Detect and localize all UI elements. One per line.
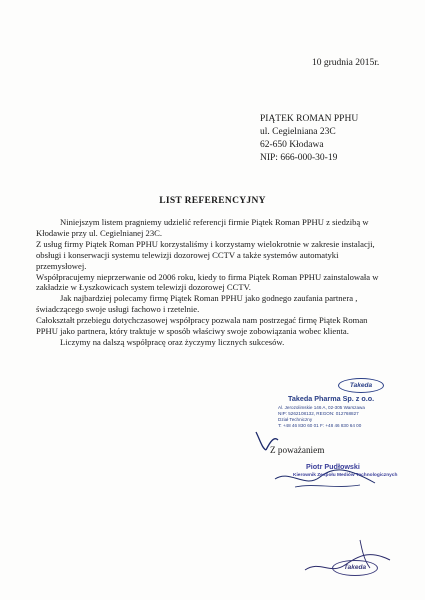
closing-salutation: Z poważaniem	[270, 445, 325, 455]
recipient-nip: NIP: 666-000-30-19	[260, 153, 338, 163]
stamp-company-ids: NIP: 5262108132, REGON: 012768827	[278, 411, 359, 416]
recipient-address-block	[260, 113, 358, 165]
body-paragraph-6: Liczymy na dalszą współpracę oraz życzymy licznych sukcesów.	[60, 336, 285, 347]
recipient-name: PIĄTEK ROMAN PPHU	[260, 114, 359, 124]
takeda-logo: Takeda	[338, 378, 384, 393]
stamp-company-division: Dział Techniczny	[278, 417, 313, 422]
body-paragraph-1: Niniejszym listem pragniemy udzielić referencji firmie Piątek Roman PPHU z siedzibą w Kłodawie przy ul. Cegielnianej 23C.	[36, 217, 369, 238]
stamp-person-role: Kierownik Zespołu Mediów Technologicznych	[293, 473, 398, 478]
letter-title: LIST REFERENCYJNY	[159, 196, 266, 206]
recipient-city: 62-650 Kłodawa	[260, 140, 324, 150]
stamp-company-address: Al. Jerozolimskie 146 A, 02-305 Warszawa	[278, 405, 365, 410]
body-paragraph-3: Współpracujemy nieprzerwanie od 2006 roku, kiedy to firma Piątek Roman PPHU zainstalowała w zakładzie w Łyszkowicach system telewizji dozorowej CCTV.	[36, 271, 379, 293]
takeda-bottom-logo: Takeda	[332, 560, 378, 576]
stamp-company-phones: T: +48 46 830 60 01 F: +48 46 830 64 00	[278, 423, 362, 428]
letter-body	[36, 217, 381, 348]
letter-date: 10 grudnia 2015r.	[312, 58, 380, 68]
stamp-company-name: Takeda Pharma Sp. z o.o.	[288, 394, 375, 403]
body-paragraph-2: Z usług firmy Piątek Roman PPHU korzystaliśmy i korzystamy wielokrotnie w zakresie instalacji, obsługi i konserwacji systemu telewizji dozorowej CCTV a także systemów automatyki przemysłowej.	[36, 238, 375, 271]
body-paragraph-4: Jak najbardziej polecamy firmę Piątek Roman PPHU jako godnego zaufania partnera , świadczącego swoje usługi fachowo i rzetelnie.	[36, 293, 358, 315]
recipient-street: ul. Cegielniana 23C	[260, 127, 336, 137]
stamp-person-name: Piotr Pudłowski	[306, 462, 360, 471]
body-paragraph-5: Całokształt przebiegu dotychczasowej współpracy pozwala nam postrzegać firmę Piątek Roman PPHU jako partnera, który traktuje w sposób właściwy swoje zobowiązania wobec klienta.	[36, 315, 368, 337]
